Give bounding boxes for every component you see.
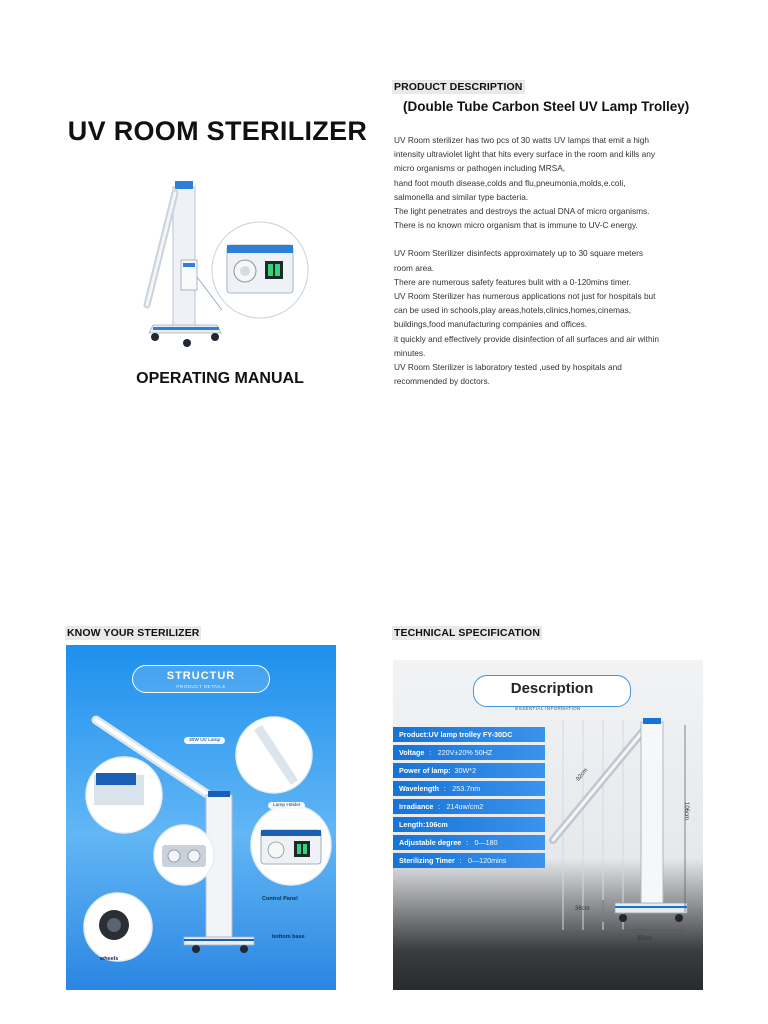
desc-line: intensity ultraviolet light that hits every surface in the room and kills any (394, 149, 656, 160)
cover-title: UV ROOM STERILIZER (67, 116, 368, 146)
spec-key: Length:106cm (399, 820, 448, 829)
desc-line: can be used in schools,play areas,hotels,clinics,homes,cinemas, (394, 305, 632, 316)
tag-lamp-holder: Lamp Holder (268, 802, 305, 809)
desc-line: recommended by doctors. (394, 376, 490, 387)
product-description-text (394, 133, 709, 388)
spec-row-timer (393, 853, 545, 868)
spec-row-power (393, 763, 545, 778)
desc-line: it quickly and effectively provide disinfection of all surfaces and air within (394, 333, 660, 344)
desc-line: UV Room Sterilizer has numerous applications not just for hospitals but (394, 291, 656, 302)
spec-value: ： 220V±20% 50HZ (428, 748, 493, 757)
spec-row-voltage (393, 745, 545, 760)
dim-arm: 92cm (575, 767, 590, 783)
spec-value: 30W*2 (454, 766, 477, 775)
spec-key: Product:UV lamp trolley FY-30DC (399, 730, 513, 739)
spec-value: ： 253.7nm (443, 784, 481, 793)
tag-bottom-base: bottom base (272, 934, 305, 940)
spec-row-adjustable-degree (393, 835, 545, 850)
spec-row-product (393, 727, 545, 742)
spec-key: Adjustable degree (399, 838, 462, 847)
manual-subtitle: OPERATING MANUAL (136, 370, 304, 387)
desc-line: salmonella and similar type bacteria. (394, 191, 529, 202)
desc-line: room area. (394, 262, 435, 273)
structure-diagram (66, 645, 336, 990)
desc-line: minutes. (394, 347, 426, 358)
tag-wheels: wheels (100, 956, 119, 962)
description-title: Description (510, 680, 594, 697)
tag-control-panel: Control Panel (262, 896, 298, 902)
tag-uv-lamp: 30W UV Lamp (184, 737, 225, 744)
desc-line: UV Room Sterilizer is laboratory tested ,used by hospitals and (394, 362, 622, 373)
structure-title: STRUCTUR (166, 670, 236, 682)
know-your-sterilizer-label: KNOW YOUR STERILIZER (67, 627, 200, 639)
spec-row-length (393, 817, 545, 832)
spec-key: Sterilizing Timer (399, 856, 455, 865)
spec-value: ： 0—180 (465, 838, 498, 847)
description-subtitle: ESSENTIAL INFORMATION (515, 706, 581, 711)
desc-line: micro organisms or pathogen including MRSA, (394, 163, 566, 174)
desc-line: UV Room sterilizer has two pcs of 30 watts UV lamps that emit a high (394, 135, 649, 145)
dim-height: 106cm (683, 801, 690, 821)
technical-specification-label: TECHNICAL SPECIFICATION (394, 627, 540, 639)
spec-key: Power of lamp: (399, 766, 451, 775)
specification-diagram (393, 660, 703, 990)
product-description-label: PRODUCT DESCRIPTION (394, 81, 523, 93)
dim-width: 35cm (637, 936, 652, 942)
structure-subtitle: PRODUCT DETAILS (176, 684, 226, 689)
spec-key: Voltage (399, 748, 425, 757)
desc-line: UV Room Sterilizer disinfects approximately up to 30 square meters (394, 248, 644, 259)
spec-key: Wavelength (399, 784, 440, 793)
spec-value: ： 0—120mins (458, 856, 507, 865)
paragraph-gap (394, 232, 709, 246)
spec-value: ： 214uw/cm2 (437, 802, 484, 811)
desc-line: There are numerous safety features bulit with a 0-120mins timer. (394, 276, 632, 287)
product-heading: (Double Tube Carbon Steel UV Lamp Trolley) (403, 99, 690, 114)
desc-line: There is no known micro organism that is immune to UV-C energy. (394, 220, 638, 231)
desc-line: The light penetrates and destroys the actual DNA of micro organisms. (394, 206, 650, 217)
desc-line: buildings,food manufacturing companies and offices. (394, 319, 588, 330)
dim-depth: 36cm (575, 906, 590, 912)
spec-row-irradiance (393, 799, 545, 814)
spec-key: Irradiance (399, 802, 434, 811)
desc-line: hand foot mouth disease,colds and flu,pneumonia,molds,e.coli, (394, 177, 626, 188)
spec-row-wavelength (393, 781, 545, 796)
product-photo (125, 165, 320, 360)
